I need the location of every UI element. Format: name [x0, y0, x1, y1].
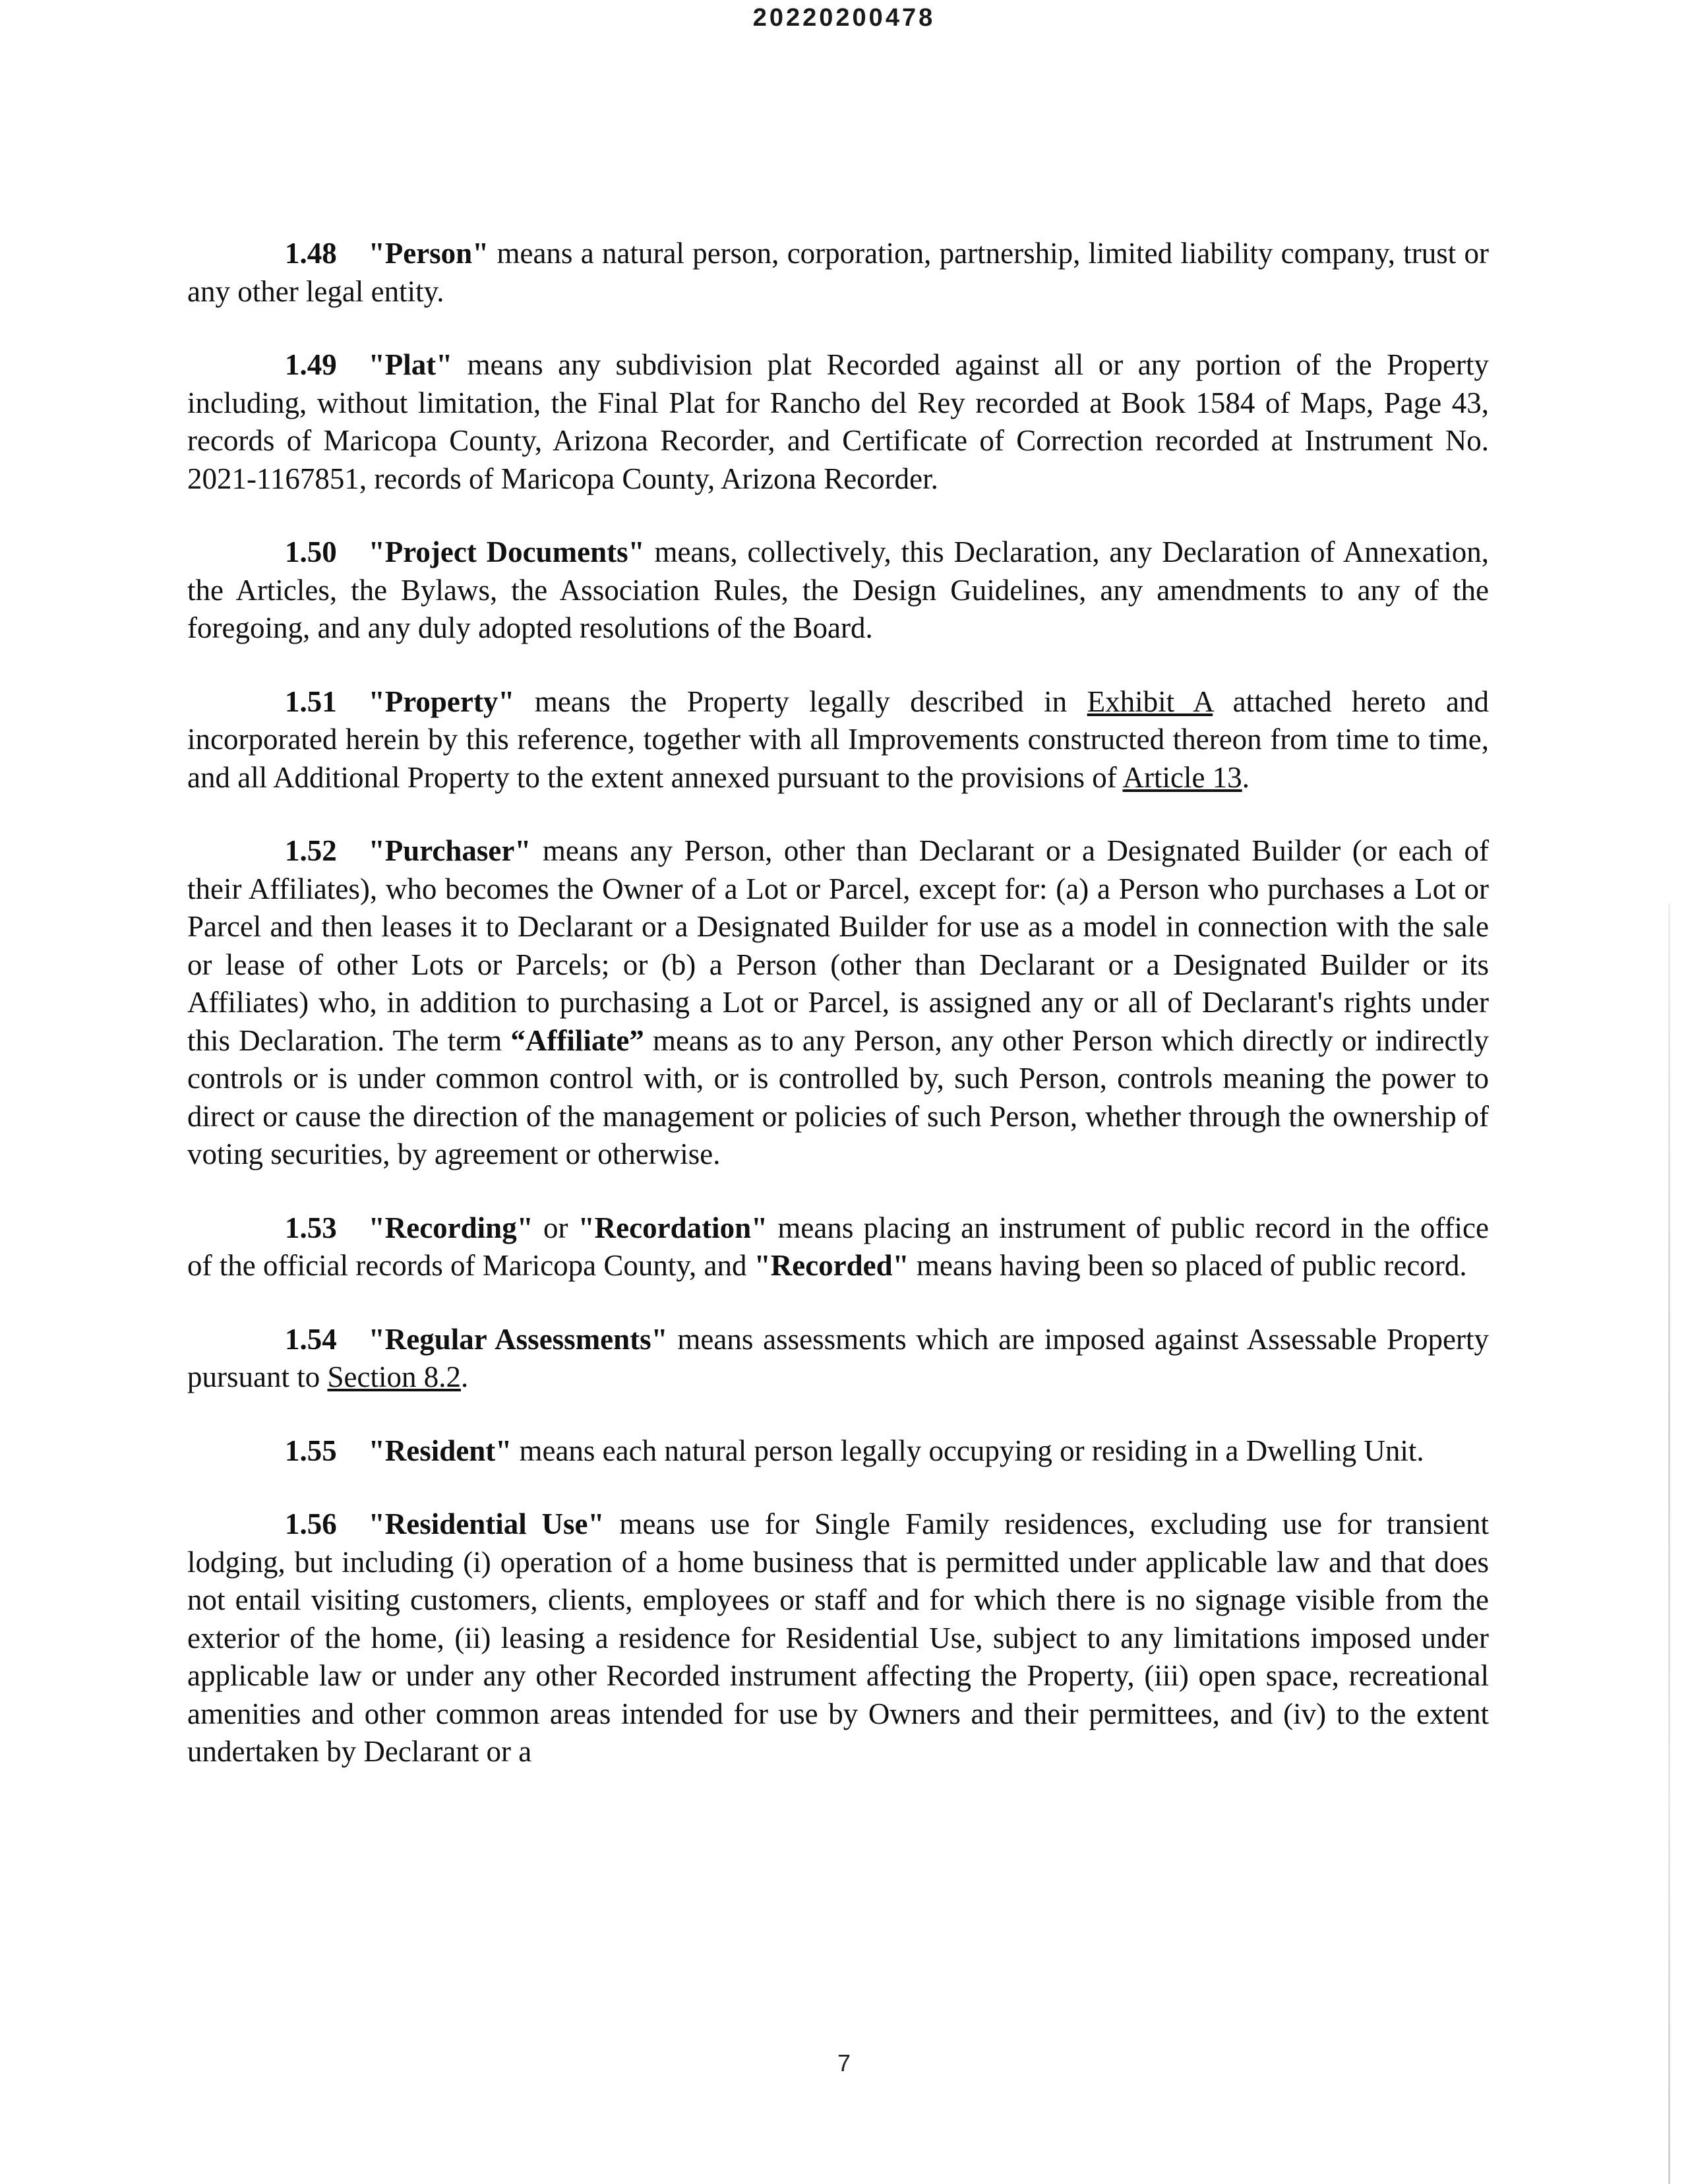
defined-term-recordation: "Recordation"	[578, 1211, 768, 1244]
section-number: 1.50	[285, 535, 337, 568]
section-number: 1.56	[285, 1507, 337, 1540]
section-number: 1.51	[285, 684, 337, 718]
definitions-section	[187, 235, 1489, 1807]
defined-term: "Property"	[368, 684, 515, 718]
defined-term: "Recording"	[368, 1211, 533, 1244]
definition-1-53	[187, 1209, 1489, 1285]
definition-text: .	[1242, 760, 1250, 794]
section-number: 1.49	[285, 348, 337, 381]
defined-term-recorded: "Recorded"	[754, 1249, 909, 1282]
section-number: 1.53	[285, 1211, 337, 1244]
definition-text: means any Person, other than Declarant or a Designated Builder (or each of their Affiliates), who becomes the Owner of a Lot or Parcel, except for: (a) a Person who purchases a Lot or Parcel and then leases it to Declarant or a Designated Builder for use as a model in connection with the sale or lease of other Lots or Parcels; or (b) a Person (other than Declarant or a Designated Builder or its Affiliates) who, in addition to purchasing a Lot or Parcel, is assigned any or all of Declarant's rights under this Declaration. The term	[187, 834, 1489, 1057]
definition-1-49	[187, 346, 1489, 498]
definition-text: means a natural person, corporation, partnership, limited liability company, trust or any other legal entity.	[187, 237, 1489, 308]
definition-1-48	[187, 235, 1489, 311]
exhibit-a-reference: Exhibit A	[1087, 684, 1213, 718]
section-8-2-reference: Section 8.2	[327, 1360, 461, 1393]
section-number: 1.55	[285, 1434, 337, 1467]
definition-1-54	[187, 1321, 1489, 1397]
section-number: 1.52	[285, 834, 337, 867]
section-number: 1.54	[285, 1322, 337, 1356]
definition-1-52	[187, 832, 1489, 1174]
defined-term: "Purchaser"	[368, 834, 531, 867]
definition-text: means any subdivision plat Recorded against all or any portion of the Property including, without limitation, the Final Plat for Rancho del Rey recorded at Book 1584 of Maps, Page 43, records of Maricopa County, Arizona Recorder, and Certificate of Correction recorded at Instrument No. 2021-1167851, records of Maricopa County, Arizona Recorder.	[187, 348, 1489, 495]
definition-text: means as to any Person, any other Person which directly or indirectly controls or is under common control with, or is controlled by, such Person, controls meaning the power to direct or cause the direction of the management or policies of such Person, whether through the ownership of voting securities, by agreement or otherwise.	[187, 1023, 1489, 1170]
definition-text: means having been so placed of public record.	[909, 1249, 1467, 1282]
definition-text: means, collectively, this Declaration, any Declaration of Annexation, the Articles, the Bylaws, the Association Rules, the Design Guidelines, any amendments to any of the foregoing, and any duly adopted resolutions of the Board.	[187, 535, 1489, 644]
definition-text: means use for Single Family residences, excluding use for transient lodging, but including (i) operation of a home business that is permitted under applicable law and that does not entail visiting customers, clients, employees or staff and for which there is no signage visible from the exterior of the home, (ii) leasing a residence for Residential Use, subject to any limitations imposed under applicable law or under any other Recorded instrument affecting the Property, (iii) open space, recreational amenities and other common areas intended for use by Owners and their permittees, and (iv) to the extent undertaken by Declarant or a	[187, 1507, 1489, 1768]
definition-text: means the Property legally described in	[514, 684, 1087, 718]
definition-1-51	[187, 683, 1489, 797]
defined-term: "Regular Assessments"	[368, 1322, 668, 1356]
definition-text: means each natural person legally occupying or residing in a Dwelling Unit.	[512, 1434, 1424, 1467]
definition-text: .	[460, 1360, 469, 1393]
page-number: 7	[837, 2049, 851, 2077]
definition-text: means placing an instrument of public record in the office of the official records of Maricopa County, and	[187, 1211, 1489, 1282]
definition-1-55	[187, 1432, 1489, 1471]
recording-number: 20220200478	[752, 4, 936, 32]
defined-term: "Person"	[368, 237, 489, 270]
definition-text: means assessments which are imposed against Assessable Property pursuant to	[187, 1322, 1489, 1393]
article-13-reference: Article 13	[1122, 760, 1242, 794]
defined-term: "Project Documents"	[368, 535, 645, 568]
defined-term-affiliate: “Affiliate”	[510, 1023, 644, 1057]
definition-text: attached hereto and incorporated herein by this reference, together with all Improvements constructed thereon from time to time, and all Additional Property to the extent annexed pursuant to the provisions of	[187, 684, 1489, 794]
definition-1-56	[187, 1505, 1489, 1771]
scan-edge-shadow	[1668, 903, 1670, 2184]
defined-term: "Resident"	[368, 1434, 512, 1467]
section-number: 1.48	[285, 237, 337, 270]
definition-text: or	[533, 1211, 578, 1244]
definition-1-50	[187, 533, 1489, 648]
defined-term: "Plat"	[368, 348, 453, 381]
defined-term: "Residential Use"	[368, 1507, 605, 1540]
